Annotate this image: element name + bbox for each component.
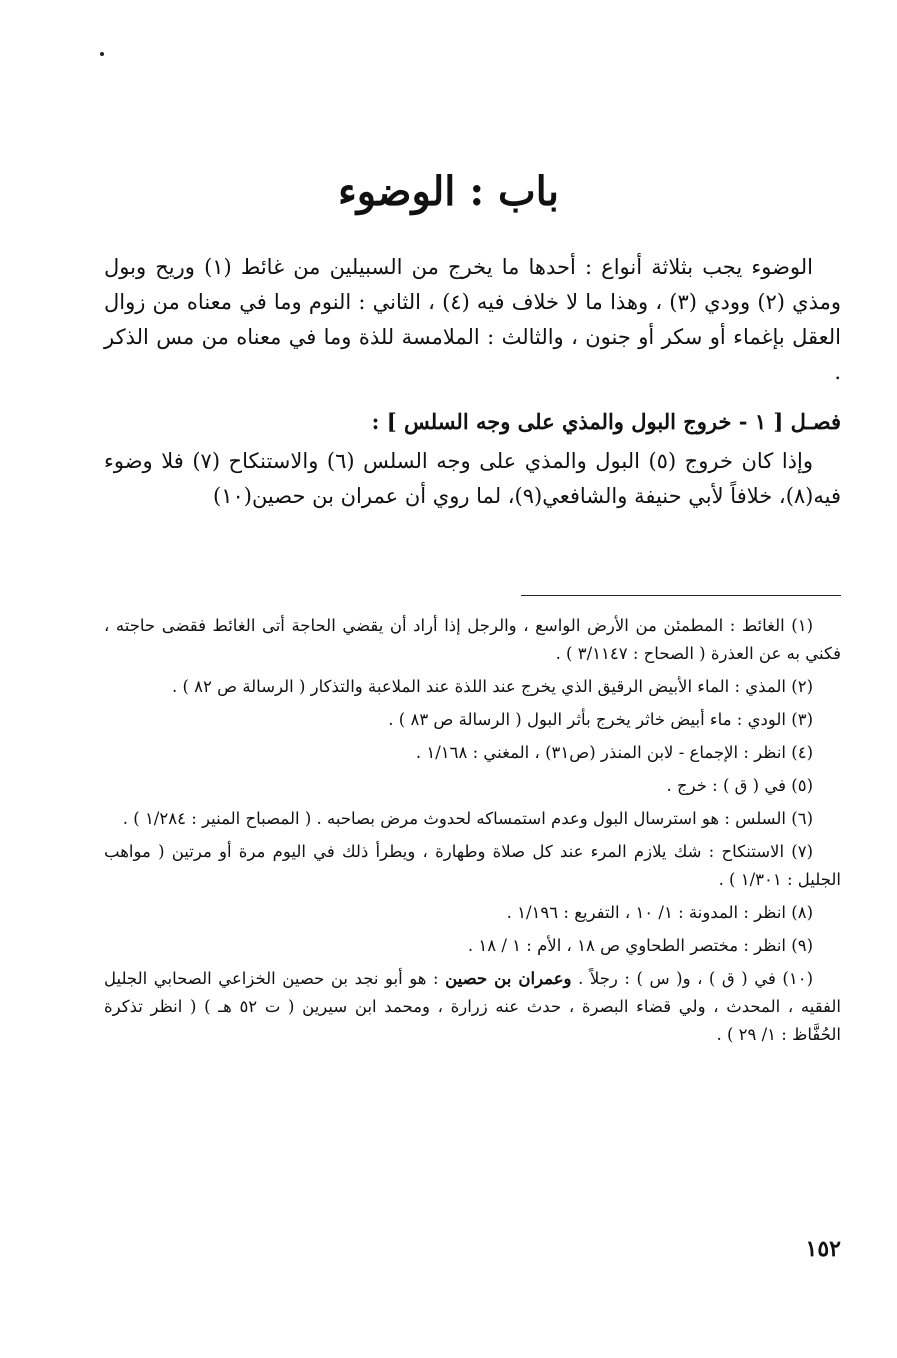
chapter-title: باب : الوضوء bbox=[338, 167, 559, 215]
footnote-8: (٨) انظر : المدونة : ١/ ١٠ ، التفريع : ١/١٩٦ . bbox=[506, 903, 813, 922]
footnote-3: (٣) الودي : ماء أبيض خاثر يخرج بأثر البول ( الرسالة ص ٨٣ ) . bbox=[388, 710, 813, 729]
paragraph-salas: وإذا كان خروج (٥) البول والمذي على وجه السلس (٦) والاستنكاح (٧) فلا وضوء فيه(٨)، خلافاً لأبي حنيفة والشافعي(٩)، لما روي أن عمران بن حصين(١٠) bbox=[104, 449, 841, 508]
page-number: ١٥٢ bbox=[805, 1236, 841, 1262]
footnote-5: (٥) في ( ق ) : خرج . bbox=[666, 776, 813, 795]
footnote-2: (٢) المذي : الماء الأبيض الرقيق الذي يخرج عند اللذة عند الملاعبة والتذكار ( الرسالة ص ٨٢ ) . bbox=[171, 677, 813, 696]
section-heading: فصـل [ ١ - خروج البول والمذي على وجه السلس ] : bbox=[371, 409, 841, 434]
footnote-10-prefix: (١٠) في ( ق ) ، و( س ) : رجلاً . bbox=[571, 969, 813, 988]
footnote-separator bbox=[521, 595, 841, 596]
paragraph-wudu-types: الوضوء يجب بثلاثة أنواع : أحدها ما يخرج من السبيلين من غائط (١) وريح وبول ومذي (٢) وودي (٣) ، وهذا ما لا خلاف فيه (٤) ، الثاني : النوم وما في معناه من زوال العقل بإغماء أو سكر أو جنون ، والثالث : الملامسة للذة وما في معناه من مس الذكر . bbox=[104, 255, 841, 384]
footnote-6: (٦) السلس : هو استرسال البول وعدم استمساكه لحدوث مرض بصاحبه . ( المصباح المنير : ١/٢٨٤ ) . bbox=[122, 809, 813, 828]
footnote-9: (٩) انظر : مختصر الطحاوي ص ١٨ ، الأم : ١ / ١٨ . bbox=[467, 936, 813, 955]
footnotes bbox=[104, 612, 841, 1054]
footnote-7: (٧) الاستنكاح : شك يلازم المرء عند كل صلاة وطهارة ، ويطرأ ذلك في اليوم مرة أو مرتين ( مواهب الجليل : ١/٣٠١ ) . bbox=[104, 842, 841, 889]
footnote-10 bbox=[104, 965, 841, 1049]
footnote-10-text: : هو أبو نجد بن حصين الخزاعي الصحابي الجليل الفقيه ، المحدث ، ولي قضاء البصرة ، حدث عنه زرارة ، ومحمد ابن سيرين ( ت ٥٢ هـ ) ( انظر تذكرة الحُفَّاظ : ١/ ٢٩ ) . bbox=[104, 969, 841, 1044]
main-text bbox=[104, 250, 841, 514]
footnote-10-name: وعمران بن حصين bbox=[445, 969, 572, 988]
footnote-4: (٤) انظر : الإجماع - لابن المنذر (ص٣١) ، المغني : ١/١٦٨ . bbox=[415, 743, 813, 762]
ink-speck bbox=[100, 52, 104, 56]
footnote-1: (١) الغائط : المطمئن من الأرض الواسع ، والرجل إذا أراد أن يقضي الحاجة أتى الغائط فقضى حاجته ، فكني به عن العذرة ( الصحاح : ٣/١١٤٧ ) . bbox=[104, 616, 841, 663]
